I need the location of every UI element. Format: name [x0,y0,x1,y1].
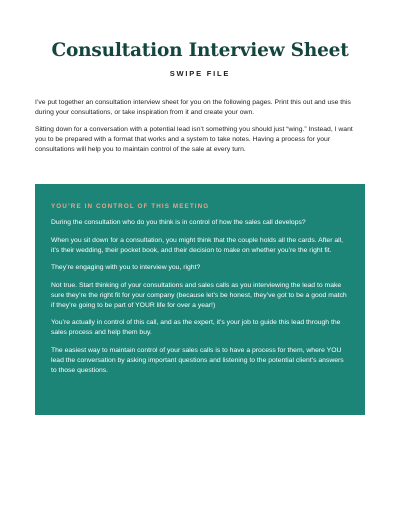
control-meeting-panel [35,184,365,415]
page-subtitle: SWIPE FILE [169,69,231,78]
intro-section [35,98,365,161]
panel-body [51,218,349,376]
intro-paragraph: I’ve put together an consultation interview sheet for you on the following pages. Print this out and use this during your consultations, or take inspiration from it and create your own. [35,99,351,117]
panel-paragraph: When you sit down for a consultation, you might think that the couple holds all the cards. After all, it’s their wedding, their pocket book, and their decision to make on whether you’re the right fit. [51,236,344,254]
intro-paragraph: Sitting down for a conversation with a potential lead isn’t something you should just “wing.” Instead, I want you to be prepared with a format that works and a system to take notes. Having a process for your consultations will help you to maintain control of the sale at every turn. [35,125,353,153]
panel-paragraph: You’re actually in control of this call, and as the expert, it’s your job to guide this lead through the sales process and help them buy. [51,319,341,336]
panel-heading: YOU’RE IN CONTROL OF THIS MEETING [51,203,210,210]
page-title: Consultation Interview Sheet [51,40,349,61]
panel-paragraph: Not true. Start thinking of your consultations and sales calls as you interviewing the lead to make sure they’re the right fit for your company (because let’s be honest, they’ve got to be a good match if they’re going to be part of YOUR life for over a year!) [51,281,347,309]
panel-paragraph: The easiest way to maintain control of your sales calls is to have a process for them, where YOU lead the conversation by asking important questions and listening to the potential client’s answers to those questions. [51,346,344,374]
panel-paragraph: They’re engaging with you to interview you, right? [51,264,201,271]
panel-paragraph: During the consultation who do you think is in control of how the sales call develops? [51,219,306,226]
